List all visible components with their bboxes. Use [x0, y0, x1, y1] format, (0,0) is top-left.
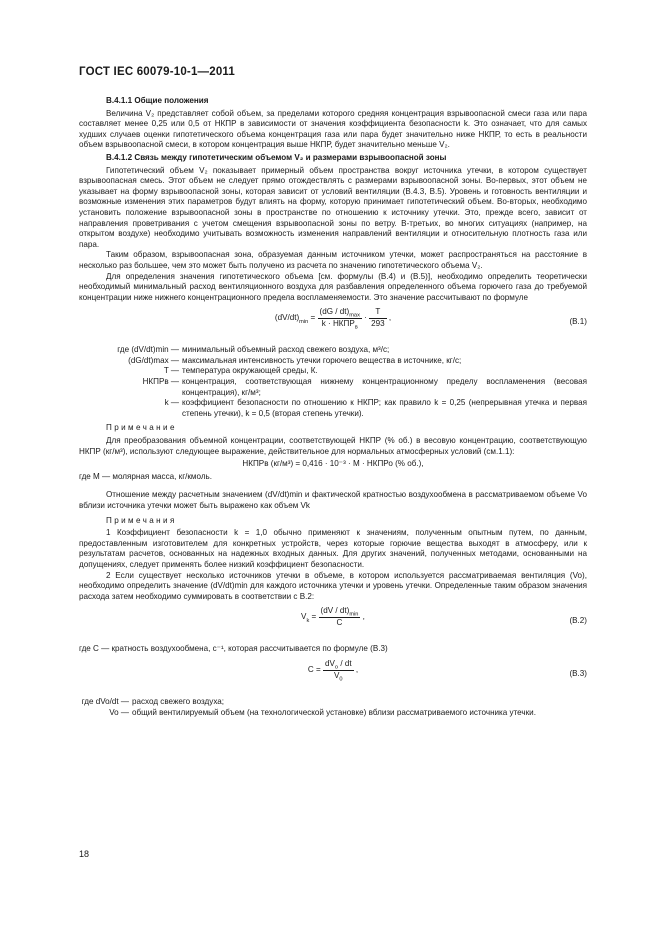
definitions-list — [79, 345, 587, 419]
document-body — [79, 96, 587, 721]
note-text: Для преобразования объемной концентрации, соответствующей НКПР (% об.) в весовую концентрацию, соответствующую НКПР (кг/м³), используют следующее выражение, действительное для нормальных атмосферных условий (см.1.1): — [79, 436, 587, 456]
note-where: где M — молярная масса, кг/кмоль. — [79, 471, 213, 481]
definition-row: k — коэффициент безопасности по отношению к НКПР; как правило k = 0,25 (непрерывная утечка и первая степень утечки), k = 0,5 (вторая степень утечки). — [164, 398, 587, 418]
section-heading: В.4.1.2 Связь между гипотетическим объемом V₂ и размерами взрывоопасной зоны — [106, 152, 447, 162]
paragraph: где C — кратность воздухообмена, с⁻¹, которая рассчитывается по формуле (В.3) — [79, 644, 388, 654]
formula-b2: $V_k$ = $\frac{(dV / dt)_{min}}{C}$ , (В.2) — [301, 606, 587, 627]
note-heading: Примечание — [106, 423, 177, 433]
notes-heading: Примечания — [106, 515, 177, 525]
definition-row: T — температура окружающей среды, К. — [163, 366, 318, 376]
note-item: 1 Коэффициент безопасности k = 1,0 обычно применяют к значениям, полученным опытным путем, по данным, предоставленным изготовителем для конкретных устройств, через которые горючие вещества выходят в атмосферу, или к результатам расчетов, основанных на надежных входных данных. Для других значений, полученных методами, основанными на допущениях, следует применять более низкий коэффициент безопасности. — [79, 528, 587, 569]
formula-b3: C = $\frac{dV_o / dt}{V_0}$ , (В.3) — [307, 658, 587, 683]
definitions-list — [79, 697, 587, 718]
note-item: 2 Если существует несколько источников утечки в объеме, в котором используется рассматриваемая вентиляция (Vo), необходимо определить значение (dV/dt)min для каждого источника утечки и уровень утечки. Определенные таким образом значения расхода затем необходимо суммировать в соответствии с В.2: — [79, 570, 587, 601]
fraction: $\frac{dV_o / dt}{V_0}$ — [325, 658, 352, 683]
fraction: $\frac{(dV / dt)_{min}}{C}$ — [320, 606, 359, 627]
definition-row: где dVo/dt — расход свежего воздуха; — [81, 696, 225, 706]
fraction: $\frac{T}{293}$ — [371, 307, 385, 328]
document-header: ГОСТ IEC 60079-10-1—2011 — [79, 66, 235, 78]
formula-number: (В.1) — [569, 317, 587, 327]
fraction: $\frac{(dG / dt)_{max}}{k \cdot НКПР_в}$ — [319, 307, 360, 331]
note-formula: НКПРв (кг/м³) = 0,416 · 10⁻³ · M · НКПРо (% об.), — [242, 459, 424, 469]
formula-number: (В.2) — [569, 616, 587, 626]
definition-row: где (dV/dt)min — минимальный объемный расход свежего воздуха, м³/с; — [117, 345, 390, 355]
paragraph: Отношение между расчетным значением (dV/dt)min и фактической кратностью воздухообмена в рассматриваемом объеме Vo вблизи источника утечки может быть выражено как объем Vk — [79, 490, 587, 510]
definition-row: Vo — общий вентилируемый объем (на технологической установке) вблизи рассматриваемого источника утечки. — [109, 707, 536, 717]
page-number: 18 — [79, 849, 90, 859]
definition-row: НКПРв — концентрация, соответствующая нижнему концентрационному пределу воспламенения (весовая концентрация), кг/м³; — [142, 377, 587, 397]
paragraph: Гипотетический объем V₂ показывает примерный объем пространства вокруг источника утечки, в котором существует взрывоопасная смесь. Этот объем не следует прямо отождествлять с размерами взрывоопасной зоны. Во-первых, этот объем не указывает на форму взрывоопасной зоны, которая зависит от условий вентиляции (В.4.3, В.5). Уровень и готовность вентиляции и возможные изменения этих параметров будут влиять на форму, которую принимает гипотетический объем. Во-вторых, необходимо установить положение взрывоопасной зоны в пространстве по отношению к источнику утечки. Это, прежде всего, зависит от направления проветривания с учетом смещения взрывоопасной зоны по ветру. В-третьих, во многих ситуациях (например, на открытом воздухе) необходимо учитывать возможность изменения направлений вентиляции и относительную плотность газа или пара. — [79, 165, 587, 249]
paragraph: Таким образом, взрывоопасная зона, образуемая данным источником утечки, может распространяться на расстояние в несколько раз большее, чем это может быть получено из расчета по значению гипотетического объема V₂. — [79, 250, 587, 270]
formula-number: (В.3) — [569, 668, 587, 678]
paragraph: Величина V₂ представляет собой объем, за пределами которого средняя концентрация взрывоопасной смеси газа или пара составляет менее 0,25 или 0,5 от НКПР в зависимости от значения коэффициента безопасности k. Это означает, что для самых худших случаев оценки гипотетического объема концентрация газа или пара будет значительно ниже НКПР, то есть в реальности объем взрывоопасной смеси, в котором концентрация выше НКПР, будет значительно меньше V₂. — [79, 108, 587, 150]
section-heading: В.4.1.1 Общие положения — [106, 96, 209, 105]
paragraph: Для определения значения гипотетического объема [см. формулы (В.4) и (В.5)], необходимо определить теоретически необходимый минимальный расход вентиляционного воздуха для разбавления определенного объема горючего газа до требуемой концентрации ниже нижнего концентрационного предела воспламеняемости. Это значение рассчитывают по формуле — [79, 271, 587, 302]
definition-row: (dG/dt)max — максимальная интенсивность утечки горючего вещества в источнике, кг/с; — [128, 355, 462, 365]
formula-b1: $(dV/dt)_{min}$ = $\frac{(dG / dt)_{max}}{k \cdot НКПР_в}$ · $\frac{T}{293}$ , (В.1) — [274, 307, 587, 331]
